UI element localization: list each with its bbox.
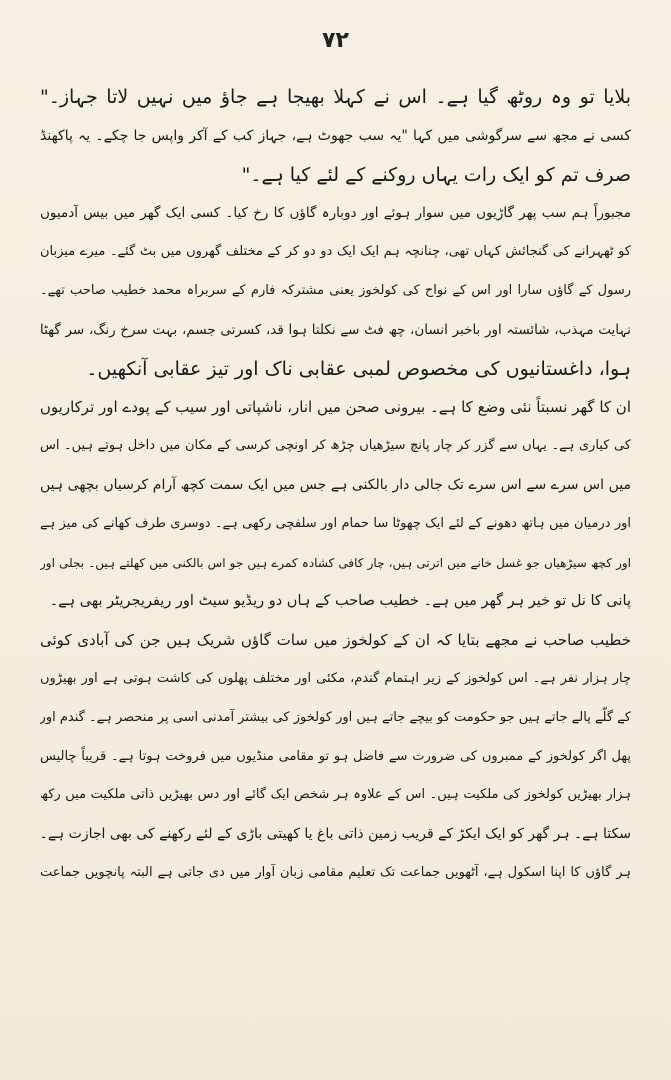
text-line: کو ٹھہرانے کی گنجائش کہاں تھی، چنانچہ ہم ایک ایک دو دو کر کے مختلف گھروں میں بٹ گئے۔ میرے میزبان — [40, 244, 631, 260]
text-line: اور کچھ سیڑھیاں جو غسل خانے میں اترتی ہیں، چار کافی کشادہ کمرے ہیں جو اس بالکنی میں کھلتے ہیں۔ بجلی اور — [40, 555, 631, 570]
text-line: کی کیاری ہے۔ یہاں سے گزر کر چار پانچ سیڑھیاں چڑھ کر اونچی کرسی کے مکان میں داخل ہوتے ہیں۔ اس — [40, 438, 631, 454]
text-line: مجبوراً ہم سب پھر گاڑیوں میں سوار ہوئے اور دوبارہ گاؤں کا رخ کیا۔ کسی ایک گھر میں بیس آدمیوں — [40, 205, 631, 222]
text-line: کسی نے مجھ سے سرگوشی میں کہا "یہ سب جھوٹ ہے، جہاز کب کے آکر واپس جا چکے۔ یہ پاکھنڈ — [40, 127, 631, 144]
text-line: سکتا ہے۔ ہر گھر کو ایک ایکڑ کے قریب زمین ذاتی باغ یا کھیتی باڑی کے لئے رکھنے کی بھی اجازت ہے۔ — [40, 826, 631, 843]
text-line: رسول کے گاؤں سارا اور اس کے نواح کی کولخوز یعنی مشترکہ فارم کے سربراہ محمد خطیب صاحب تھے۔ — [40, 282, 631, 298]
text-line: بلایا تو وہ روٹھ گیا ہے۔ اس نے کہلا بھیجا ہے جاؤ میں نہیں لاتا جہاز۔" — [40, 86, 631, 108]
text-line: نہایت مہذب، شائستہ اور باخبر انسان، چھ فٹ سے نکلتا ہوا قد، کسرتی جسم، بہت سرخ رنگ، سر گھٹا — [40, 321, 631, 338]
text-line: پھل اگر کولخوز کے ممبروں کی ضرورت سے فاضل ہو تو مقامی منڈیوں میں فروخت ہوتا ہے۔ قریباً چالیس — [40, 748, 631, 764]
text-line: ہر گاؤں کا اپنا اسکول ہے، آٹھویں جماعت تک تعلیم مقامی زبان آوار میں دی جاتی ہے البتہ پانچویں جماعت — [40, 864, 631, 880]
text-body — [40, 78, 631, 1066]
page-number: ۷۲ — [322, 28, 349, 53]
text-line: ہوا، داغستانیوں کی مخصوص لمبی عقابی ناک اور تیز عقابی آنکھیں۔ — [86, 357, 631, 380]
text-line: ہزار بھیڑیں کولخوز کی ملکیت ہیں۔ اس کے علاوہ ہر شخص ایک گائے اور دس بھیڑیں ذاتی ملکیت میں رکھ — [40, 787, 631, 803]
text-line: کے گلّے پالے جاتے ہیں جو حکومت کو بیچے جاتے ہیں اور کولخوز کی بیشتر آمدنی اسی پر منحصر ہے۔ گندم اور — [40, 709, 631, 725]
text-line: اور درمیان میں ہاتھ دھونے کے لئے ایک چھوٹا سا حمام اور سلفچی رکھی ہے۔ دوسری طرف کھانے کی میز ہے — [40, 515, 631, 531]
text-line: صرف تم کو ایک رات یہاں روکنے کے لئے کیا ہے۔" — [241, 163, 631, 186]
text-line: چار ہزار نفر ہے۔ اس کولخوز کے زیر اہتمام گندم، مکئی اور مختلف پھلوں کی کاشت ہوتی ہے اور بھیڑوں — [40, 670, 631, 686]
text-line: پانی کا نل تو خیر ہر گھر میں ہے۔ خطیب صاحب کے ہاں دو ریڈیو سیٹ اور ریفریجریٹر بھی ہے۔ — [49, 593, 631, 610]
text-line: میں اس سرے سے اس سرے تک جالی دار بالکنی ہے جس میں ایک سمت کچھ آرام کرسیاں بچھی ہیں — [40, 476, 631, 493]
text-line: ان کا گھر نسبتاً نئی وضع کا ہے۔ بیرونی صحن میں انار، ناشپاتی اور سیب کے پودے اور ترکاریوں — [40, 398, 631, 417]
text-line: خطیب صاحب نے مجھے بتایا کہ ان کے کولخوز میں سات گاؤں شریک ہیں جن کی آبادی کوئی — [40, 631, 631, 650]
